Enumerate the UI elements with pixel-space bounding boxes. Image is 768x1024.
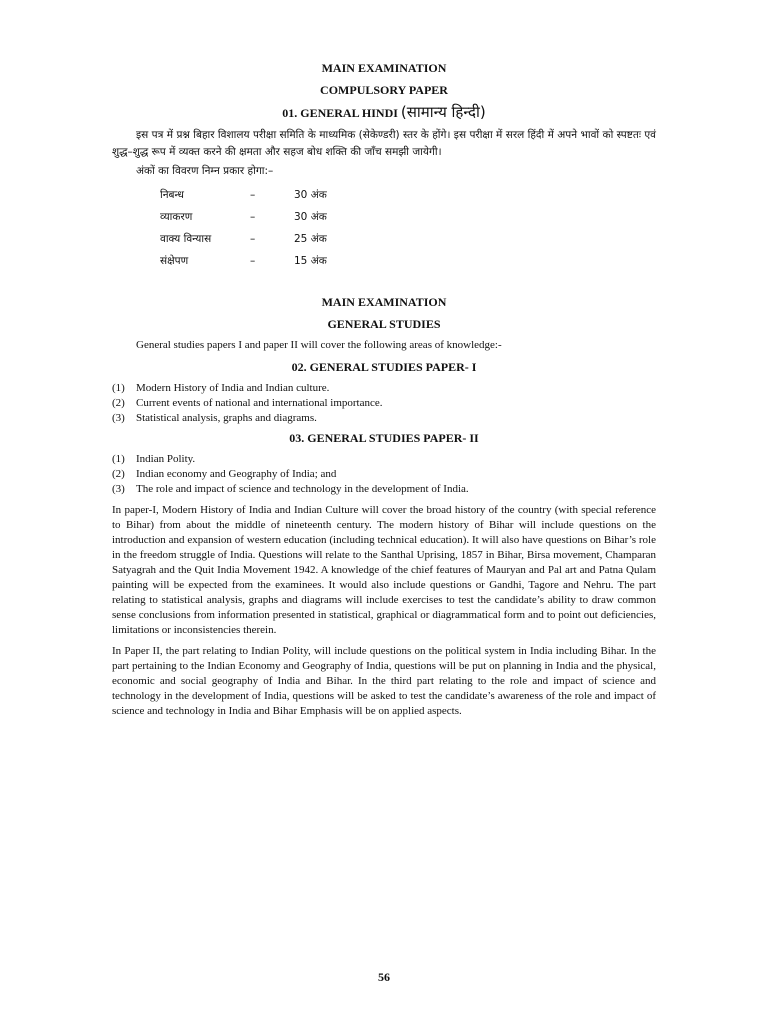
list-number: (2) <box>112 397 125 409</box>
paper-02-list <box>112 381 656 426</box>
marks-subject: निबन्ध <box>160 188 184 201</box>
list-number: (3) <box>112 412 125 424</box>
list-text: Statistical analysis, graphs and diagrams. <box>136 412 317 424</box>
paper-2-description-paragraph: In Paper II, the part relating to Indian Polity, will include questions on the political system in India including Bihar. In the part pertaining to the Indian Economy and Geography of India, questions will be put on planning in India and the physical, economic and social geography of India and Bihar. In the third part relating to the role and impact of science and technology in the development of India, questions will be asked to test the candidate’s awareness of the role and impact of science and technology in India and Bihar Emphasis will be on applied aspects. <box>112 645 656 717</box>
general-studies-section <box>112 294 656 719</box>
list-item <box>112 381 656 396</box>
marks-dash: – <box>250 188 256 201</box>
main-examination-heading-2: MAIN EXAMINATION <box>321 295 447 309</box>
list-item <box>112 467 656 482</box>
paper-1-description-paragraph: In paper-I, Modern History of India and Indian Culture will cover the broad history of the country (with special reference to Bihar) from about the middle of nineteenth century. The modern history of Bihar will include questions on the introduction and expansion of western education (including technical education). It will also have questions on Bihar’s role in the freedom struggle of India. Questions will relate to the Santhal Uprising, 1857 in Bihar, Birsa movement, Champaran Satyagrah and the Quit India Movement 1942. A knowledge of the chief features of Mauryan and Pal art and Patna Qulam painting will be expected from the examinees. It would also include questions or Gandhi, Tagore and Nehru. The part relating to statistical analysis, graphs and diagrams will include exercises to test the candidate’s ability to draw common sense conclusions from information presented in statistical, graphical or diagrammatical form and to point out deficiencies, limitations or inconsistencies therein. <box>112 504 656 636</box>
marks-row <box>160 184 414 206</box>
marks-subject: व्याकरण <box>160 210 193 223</box>
marks-row <box>160 228 414 250</box>
hindi-intro-paragraph: इस पत्र में प्रश्न बिहार विशालय परीक्षा समिति के माध्यमिक (सेकेण्डरी) स्तर के होंगे। इस परीक्षा में सरल हिंदी में अपने भावों को स्पष्टतः एवं शुद्ध–शुद्ध रूप में व्यक्त करने की क्षमता और सहज बोध शक्ति की जाँच समझी जायेगी। <box>112 129 656 158</box>
marks-row <box>160 206 414 228</box>
marks-dash: – <box>250 254 256 267</box>
marks-table <box>160 184 414 272</box>
list-number: (1) <box>112 382 125 394</box>
general-studies-heading: GENERAL STUDIES <box>327 317 441 331</box>
marks-dash: – <box>250 210 256 223</box>
paper-01-title <box>112 104 656 121</box>
marks-subject: संक्षेपण <box>160 254 189 267</box>
paper-01-title-hindi: (सामान्य हिन्दी) <box>400 103 486 121</box>
marks-subject: वाक्य विन्यास <box>160 232 212 245</box>
general-studies-intro: General studies papers I and paper II will cover the following areas of knowledge:- <box>136 339 502 351</box>
list-number: (2) <box>112 468 125 480</box>
list-number: (1) <box>112 453 125 465</box>
marks-row <box>160 250 414 272</box>
list-item <box>112 411 656 426</box>
list-item <box>112 396 656 411</box>
compulsory-paper-heading: COMPULSORY PAPER <box>320 83 448 97</box>
paper-03-title: 03. GENERAL STUDIES PAPER- II <box>289 431 479 445</box>
marks-value: 15 अंक <box>294 254 327 267</box>
list-text: Current events of national and international importance. <box>136 397 383 409</box>
paper-03-list <box>112 452 656 497</box>
list-item <box>112 452 656 467</box>
paper-01-title-text: 01. GENERAL HINDI <box>282 106 398 120</box>
marks-value: 30 अंक <box>294 188 327 201</box>
marks-value: 25 अंक <box>294 232 327 245</box>
main-examination-heading: MAIN EXAMINATION <box>321 61 447 75</box>
list-text: The role and impact of science and technology in the development of India. <box>136 483 469 495</box>
marks-intro: अंकों का विवरण निम्न प्रकार होगा:– <box>136 165 274 177</box>
list-item <box>112 482 656 497</box>
document-body <box>112 60 656 719</box>
marks-value: 30 अंक <box>294 210 327 223</box>
page-number: 56 <box>378 970 390 984</box>
list-text: Indian Polity. <box>136 453 196 465</box>
paper-02-title: 02. GENERAL STUDIES PAPER- I <box>291 360 477 374</box>
list-number: (3) <box>112 483 125 495</box>
marks-dash: – <box>250 232 256 245</box>
list-text: Modern History of India and Indian culture. <box>136 382 330 394</box>
list-text: Indian economy and Geography of India; and <box>136 468 337 480</box>
